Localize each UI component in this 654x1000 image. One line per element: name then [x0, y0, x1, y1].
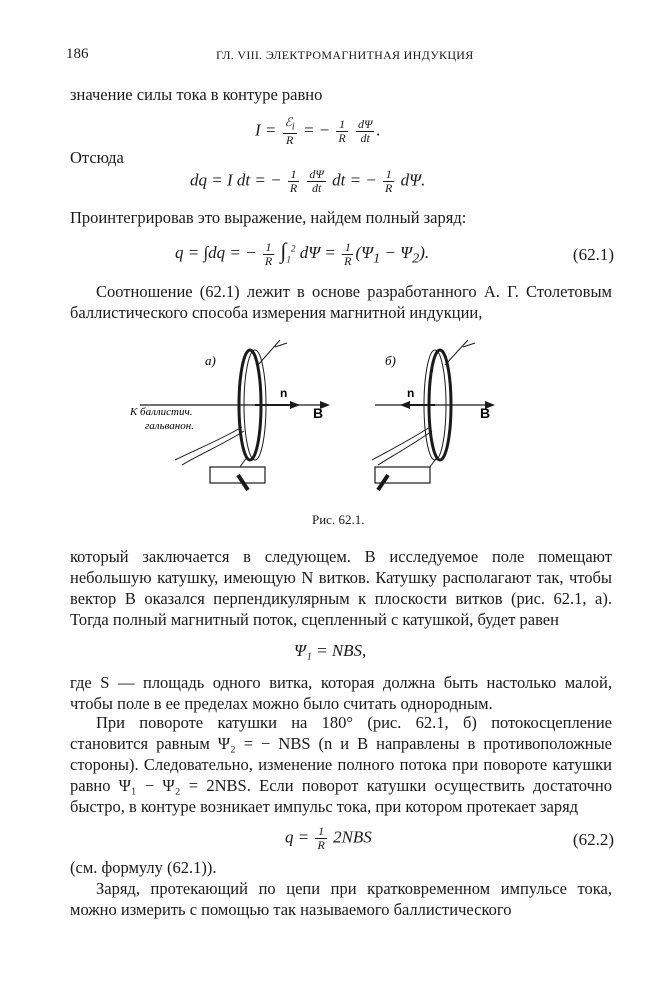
label-a: а) [205, 353, 216, 368]
B-label-b: B [480, 405, 491, 421]
equation-4: Ψ₁ = NBS, [294, 641, 367, 660]
paragraph-5: который заключается в следующем. В исследуемое поле помещают небольшую катушку, имеющую N витков. Катушку располагают так, чтобы вектор B оказался перпендикулярным к плоскости витков (рис. 62.1, а). Тогда полный магнитный поток, сцепленный с катушкой, будет равен [70, 547, 612, 629]
paragraph-7: При повороте катушки на 180° (рис. 62.1, б) потокосцепление становится равным Ψ₂ = − NBS (n и B направлены в противоположные стороны). Следовательно, изменение полного потока при повороте катушки равно Ψ₁ − Ψ₂ = 2NBS. Если поворот катушки осуществить достаточно быстро, в контуре возникает импульс тока, при котором протекает заряд [70, 713, 612, 816]
running-head: ГЛ. VIII. ЭЛЕКТРОМАГНИТНАЯ ИНДУКЦИЯ [216, 48, 474, 62]
n-label-b: n [407, 386, 415, 400]
galv-label-1: К баллистич. [130, 406, 193, 418]
galv-label-2: гальванон. [145, 420, 194, 432]
equation-5-number: (62.2) [572, 830, 614, 849]
paragraph-1: значение силы тока в контуре равно [70, 85, 323, 104]
coil-holder-a [210, 467, 265, 483]
figure-62-1 [110, 335, 550, 515]
paragraph-2: Отсюда [70, 148, 124, 167]
equation-1: I = $\frac{ℰ_i}{R}$ = − $\frac{1}{R}$ $\frac{d\Psi}{dt}$ . [255, 115, 381, 148]
equation-3-number: (62.1) [572, 245, 614, 264]
figure-caption: Рис. 62.1. [312, 512, 365, 527]
n-label-a: n [280, 386, 288, 400]
paragraph-6: где S — площадь одного витка, которая должна быть настолько малой, чтобы поле в ее пределах можно было считать однородным. [70, 673, 612, 713]
paragraph-3: Проинтегрировав это выражение, найдем полный заряд: [70, 208, 467, 227]
equation-5: q = $\frac{1}{R}$ 2NBS [285, 824, 372, 852]
label-b: б) [385, 353, 396, 368]
paragraph-8: (см. формулу (62.1)). [70, 858, 217, 877]
equation-3: q = ∫dq = − $\frac{1}{R}$ $\int_1^2$ dΨ = $\frac{1}{R}$ $(\Psi_1 - \Psi_2)$. [175, 238, 430, 268]
paragraph-4: Соотношение (62.1) лежит в основе разработанного А. Г. Столетовым баллистического способа измерения магнитной индукции, [70, 282, 612, 322]
page-number: 186 [66, 46, 89, 62]
equation-2: dq = I dt = − $\frac{1}{R}$ $\frac{d\Psi}{dt}$ dt = − $\frac{1}{R}$ dΨ. [190, 167, 426, 195]
B-label-a: B [313, 405, 324, 421]
paragraph-9: Заряд, протекающий по цепи при кратковременном импульсе тока, можно измерить с помощью так называемого баллистического [70, 879, 612, 919]
